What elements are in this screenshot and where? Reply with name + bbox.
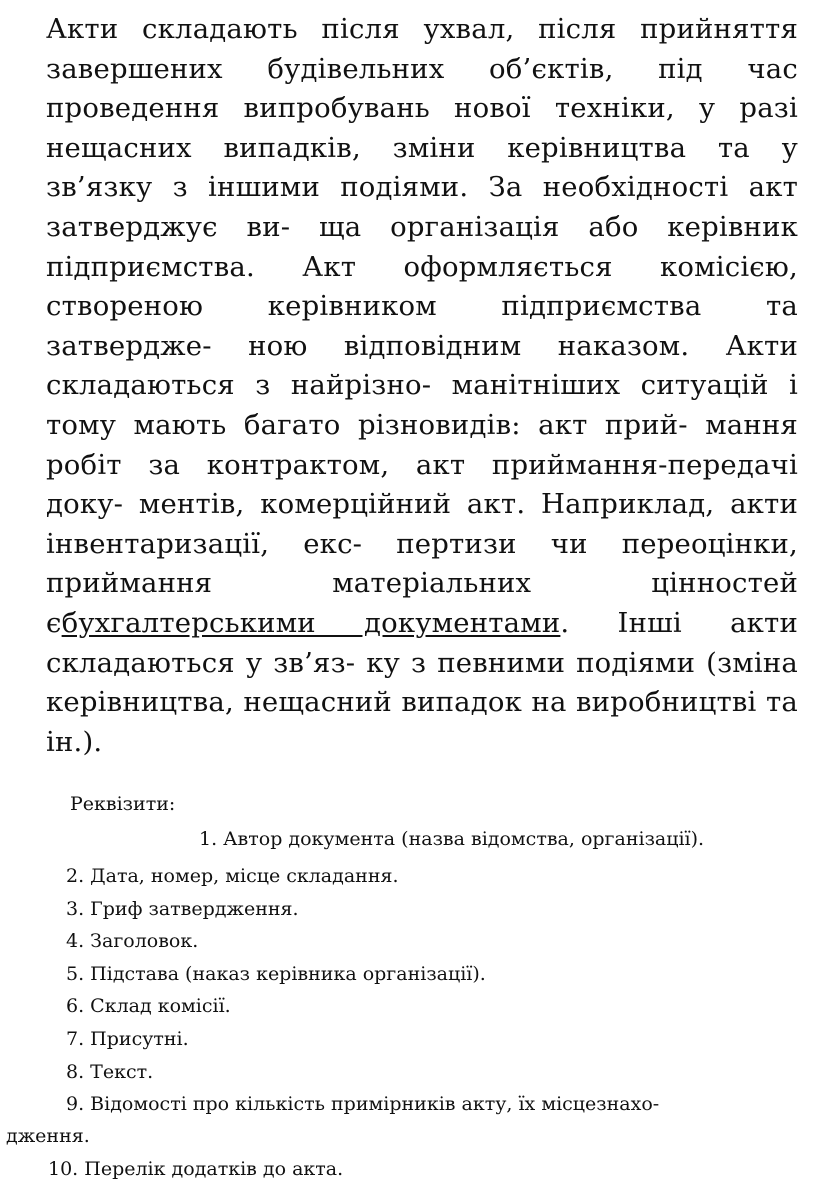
paragraph-text-end: . Інші акти складаються у зв’яз- ку з певними подіями (зміна керівництва, нещасний випадок на виробництві та ін.).: [46, 606, 798, 758]
requisite-item-author: 1. Автор документа (назва відомства, організації).: [199, 828, 705, 850]
accounting-documents-link[interactable]: бухгалтерськими документами: [61, 606, 561, 639]
requisite-item-date: 2. Дата, номер, місце складання.: [66, 865, 399, 887]
requisite-item-title: 4. Заголовок.: [66, 930, 199, 952]
requisite-item-present: 7. Присутні.: [66, 1028, 189, 1050]
paragraph-text-start: Акти складають після ухвал, після прийняття завершених будівельних об’єктів, під час проведення випробувань нової техніки, у разі нещасних випадків, зміни керівництва та у зв’язку з іншими подіями. За необхідності акт затверджує ви- ща організація або керівник підприємства. Акт оформляється комісією, створеною керівником підприємства та затвердже- ною відповідним наказом. Акти складаються з найрізно- манітніших ситуацій і тому мають багато різновидів: акт прий- мання робіт за контрактом, акт приймання-передачі доку- ментів, комерційний акт. Наприклад, акти інвентаризації, екс- пертизи чи переоцінки, приймання матеріальних цінностей є: [46, 13, 798, 639]
requisite-item-text: 8. Текст.: [66, 1061, 154, 1083]
requisite-item-basis: 5. Підстава (наказ керівника організації).: [66, 963, 486, 985]
body-paragraph: [46, 10, 798, 762]
requisites-heading: Реквізити:: [70, 793, 176, 815]
requisite-item-approval: 3. Гриф затвердження.: [66, 898, 299, 920]
requisite-item-attachments: 10. Перелік додатків до акта.: [48, 1158, 344, 1180]
requisite-item-copies-continuation: дження.: [6, 1125, 90, 1147]
requisite-item-commission: 6. Склад комісії.: [66, 995, 231, 1017]
requisite-item-copies: 9. Відомості про кількість примірників акту, їх місцезнахо-: [66, 1093, 660, 1115]
